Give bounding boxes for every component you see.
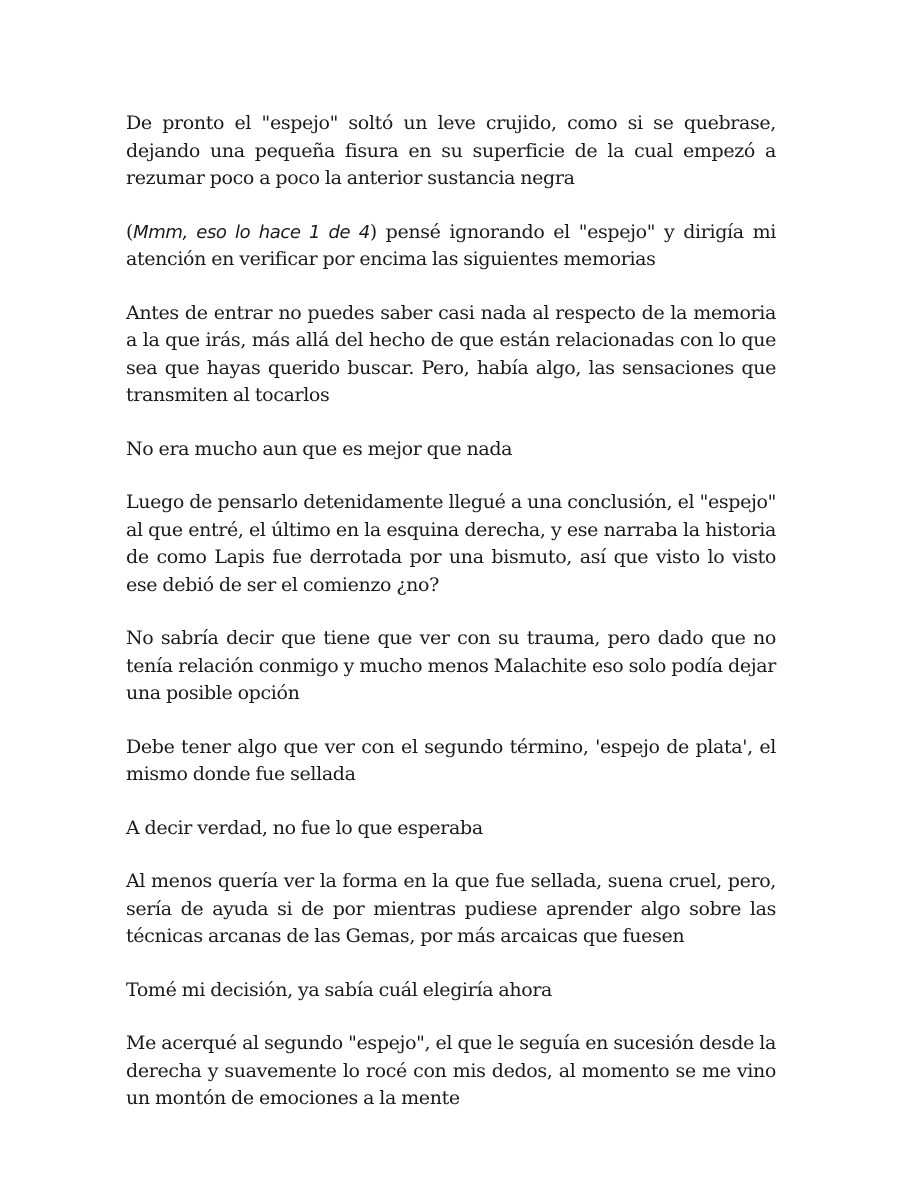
paragraph-9: Al menos quería ver la forma en la que fue sellada, suena cruel, pero, sería de ayuda si de por mientras pudiese aprender algo sobre las técnicas arcanas de las Gemas, por más arcaicas que fuesen [126,870,776,947]
paragraph-2-open-paren: ( [126,220,134,243]
paragraph-5: Luego de pensarlo detenidamente llegué a una conclusión, el "espejo" al que entré, el último en la esquina derecha, y ese narraba la historia de como Lapis fue derrotada por una bismuto, así que visto lo visto ese debió de ser el comienzo ¿no? [126,491,776,596]
paragraph-6: No sabría decir que tiene que ver con su trauma, pero dado que no tenía relación conmigo y mucho menos Malachite eso solo podía dejar una posible opción [126,627,776,704]
paragraph-7: Debe tener algo que ver con el segundo término, 'espejo de plata', el mismo donde fue sellada [126,735,776,785]
paragraph-2-rest: ) pensé ignorando el "espejo" y dirigía mi atención en verificar por encima las siguientes memorias [126,220,776,270]
inner-thought: Mmm, eso lo hace 1 de 4 [133,221,370,243]
paragraph-3: Antes de entrar no puedes saber casi nada al respecto de la memoria a la que irás, más allá del hecho de que están relacionadas con lo que sea que hayas querido buscar. Pero, había algo, las sensaciones que transmiten al tocarlos [126,301,776,406]
paragraph-8: A decir verdad, no fue lo que esperaba [126,816,483,839]
paragraph-11: Me acerqué al segundo "espejo", el que le seguía en sucesión desde la derecha y suavemente lo rocé con mis dedos, al momento se me vino un montón de emociones a la mente [126,1032,776,1109]
paragraph-4: No era mucho aun que es mejor que nada [126,437,513,460]
paragraph-2 [126,219,776,274]
paragraph-10: Tomé mi decisión, ya sabía cuál elegiría ahora [126,978,553,1001]
paragraph-1: De pronto el "espejo" soltó un leve crujido, como si se quebrase, dejando una pequeña fisura en su superficie de la cual empezó a rezumar poco a poco la anterior sustancia negra [126,112,776,189]
